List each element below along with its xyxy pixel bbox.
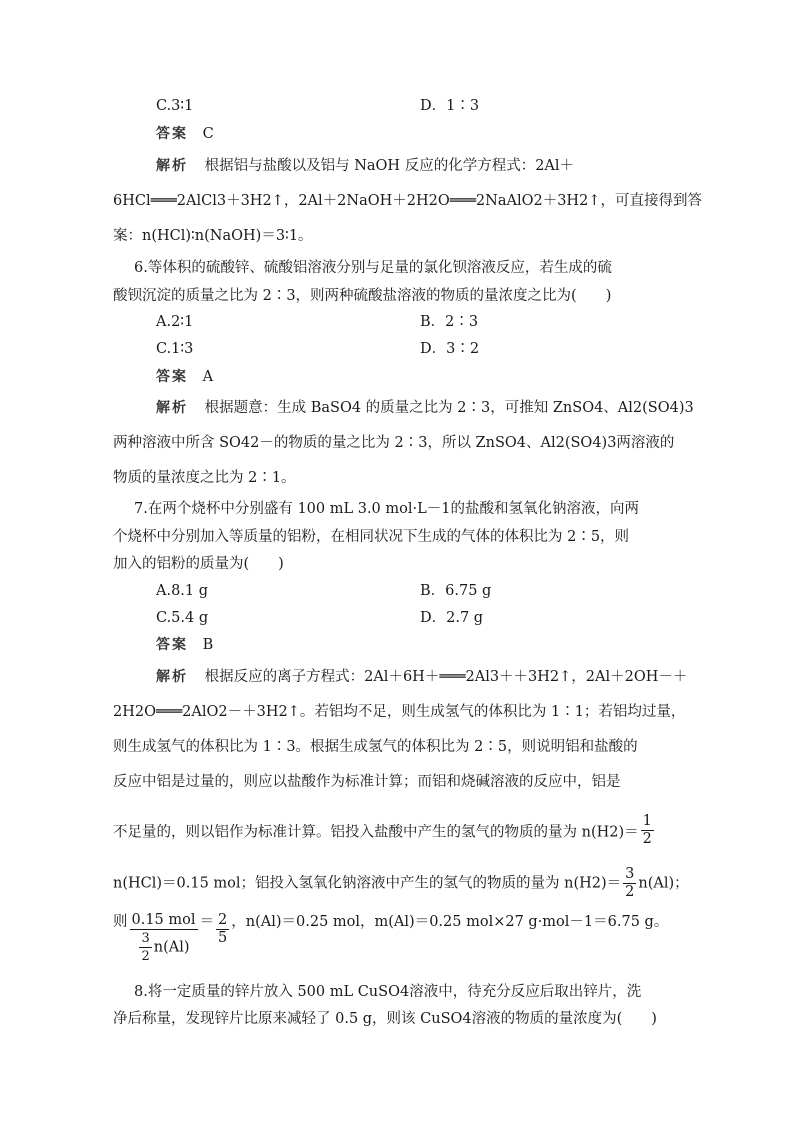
fraction-tail: n(Al) [153,939,190,956]
analysis-label: 解析 [156,669,188,685]
q7-analysis-line-6 [113,866,689,901]
q5-answer-value: C [202,126,214,142]
q6-stem-line-2: 酸钡沉淀的质量之比为 2∶3，则两种硫酸盐溶液的物质的量浓度之比为( ) [113,288,612,304]
q5-analysis-line-2: 6HCl═══2AlCl3＋3H2↑，2Al＋2NaOH＋2H2O═══2NaAlO2＋3H2↑，可直接得到答 [113,193,702,209]
q5-answer-row [156,124,214,144]
q7-analysis-text-6b: n(Al)； [638,875,689,892]
fraction-big [130,912,198,965]
q5-analysis-line-3: 案：n(HCl)∶n(NaOH)＝3∶1。 [113,228,313,244]
q7-option-c: C.5.4 g [156,610,209,626]
fraction-three-halves [623,866,636,901]
q6-analysis-line-1 [156,398,694,418]
q6-answer-value: A [202,369,214,385]
answer-label: 答案 [156,637,188,653]
q6-analysis-text-1: 根据题意：生成 BaSO4 的质量之比为 2∶3，可推知 ZnSO4、Al2(SO4)3 [204,400,694,416]
equals-sign: ＝ [199,914,215,930]
analysis-label: 解析 [156,400,188,416]
fraction-numerator: 3 [141,931,150,946]
q7-answer-value: B [202,637,214,653]
fraction-numerator: 1 [642,813,652,829]
fraction-denominator [130,930,198,965]
q7-analysis-line-2: 2H2O═══2AlO2－＋3H2↑。若铝均不足，则生成氢气的体积比为 1∶1；若铝均过量， [113,704,686,720]
analysis-label: 解析 [156,158,188,174]
q7-answer-row [156,635,213,655]
q7-analysis-line-7 [113,912,668,965]
q6-option-b: B．2∶3 [420,314,479,330]
q7-analysis-line-1 [156,667,687,687]
fraction-two-fifths [216,912,229,947]
q7-option-d: D．2.7 g [420,610,484,626]
q5-analysis-line-1 [156,156,574,176]
q7-stem-line-3: 加入的铝粉的质量为( ) [113,556,284,572]
q7-analysis-text-1: 根据反应的离子方程式：2Al＋6H＋═══2Al3＋＋3H2↑，2Al＋2OH－＋ [204,669,688,685]
fraction-denominator: 5 [218,930,228,946]
q7-stem-line-1: 7.在两个烧杯中分别盛有 100 mL 3.0 mol·L－1的盐酸和氢氧化钠溶液，向两 [134,501,639,517]
q8-stem-line-1: 8.将一定质量的锌片放入 500 mL CuSO4溶液中，待充分反应后取出锌片，洗 [134,984,642,1000]
q6-analysis-line-3: 物质的量浓度之比为 2∶1。 [113,470,296,486]
fraction-three-halves-inner [139,930,151,965]
q6-answer-row [156,367,213,387]
q7-option-b: B．6.75 g [420,583,492,599]
fraction-one-half [641,813,654,848]
q7-analysis-line-4: 反应中铝是过量的，则应以盐酸作为标准计算；而铝和烧碱溶液的反应中，铝是 [113,774,621,790]
answer-label: 答案 [156,369,188,385]
q7-analysis-text-6a: n(HCl)＝0.15 mol；铝投入氢氧化钠溶液中产生的氢气的物质的量为 n(H2)＝ [113,875,622,892]
fraction-numerator: 3 [625,866,635,882]
answer-label: 答案 [156,126,188,142]
q7-option-a: A.8.1 g [156,583,209,599]
q7-stem-line-2: 个烧杯中分别加入等质量的铝粉，在相同状况下生成的气体的体积比为 2∶5，则 [113,529,630,545]
q7-analysis-text-7: ，n(Al)＝0.25 mol，m(Al)＝0.25 mol×27 g·mol－1＝6.75 g。 [231,914,669,930]
q5-analysis-text-1: 根据铝与盐酸以及铝与 NaOH 反应的化学方程式：2Al＋ [204,158,575,174]
fraction-denominator: 2 [625,884,635,900]
fraction-numerator: 2 [218,912,228,928]
q7-analysis-line-5 [113,815,656,850]
q5-option-c: C.3∶1 [156,98,194,114]
q7-analysis-line-3: 则生成氢气的体积比为 1∶3。根据生成氢气的体积比为 2∶5，则说明铝和盐酸的 [113,739,638,755]
fraction-denominator: 2 [141,949,150,964]
fraction-numerator: 0.15 mol [131,912,196,928]
q5-option-d: D．1∶3 [420,98,480,114]
q6-option-a: A.2∶1 [156,314,194,330]
q8-stem-line-2: 净后称量，发现锌片比原来减轻了 0.5 g，则该 CuSO4溶液的物质的量浓度为( ) [113,1011,657,1027]
q7-analysis-prefix: 则 [113,914,128,930]
q6-option-c: C.1∶3 [156,341,194,357]
q6-option-d: D．3∶2 [420,341,480,357]
q6-analysis-line-2: 两种溶液中所含 SO42－的物质的量之比为 2∶3，所以 ZnSO4、Al2(SO4)3两溶液的 [113,435,675,451]
q6-stem-line-1: 6.等体积的硫酸锌、硫酸铝溶液分别与足量的氯化钡溶液反应，若生成的硫 [134,260,612,276]
fraction-denominator: 2 [642,831,652,847]
q7-analysis-text-5: 不足量的，则以铝作为标准计算。铝投入盐酸中产生的氢气的物质的量为 n(H2)＝ [113,824,639,841]
